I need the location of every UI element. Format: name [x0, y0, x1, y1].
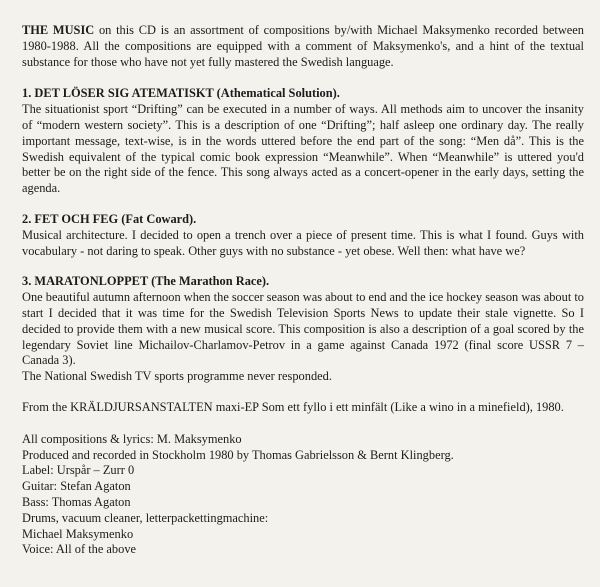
track-1 [22, 86, 584, 197]
track-2 [22, 212, 584, 259]
credit-line: Guitar: Stefan Agaton [22, 479, 131, 494]
credit-line: All compositions & lyrics: M. Maksymenko [22, 431, 242, 446]
credit-line: Voice: All of the above [22, 542, 137, 557]
credits-list [22, 432, 584, 558]
track-2-description: Musical architecture. I decided to open a trench over a piece of present time. This is what I found. Guys with vocabulary - not daring to speak. Other guys with no substance - yet obese. Well then: what have we? [22, 227, 584, 258]
source-note: From the KRÄLDJURSANSTALTEN maxi-EP Som ett fyllo i ett minfält (Like a wino in a minefield), 1980. [22, 399, 564, 414]
credit-line: Drums, vacuum cleaner, letterpackettingmachine: [22, 510, 269, 525]
intro-paragraph [22, 23, 584, 70]
track-1-title: 1. DET LÖSER SIG ATEMATISKT (Athematical Solution). [22, 86, 340, 101]
credit-line: Label: Urspår – Zurr 0 [22, 463, 135, 478]
liner-notes-page [22, 23, 584, 558]
track-3-title: 3. MARATONLOPPET (The Marathon Race). [22, 274, 270, 289]
track-3-note: The National Swedish TV sports programme never responded. [22, 369, 332, 384]
track-3-description: One beautiful autumn afternoon when the soccer season was about to end and the ice hockey season was about to start I decided that it was time for the Swedish Television Sports News to update their stale vignette. So I decided to provide them with a new musical score. This composition is also a description of a goal scored by the legendary Soviet line Michailov-Charlamov-Petrov in a game against Canada 1972 (final score USSR 7 – Canada 3). [22, 290, 584, 368]
credit-line: Michael Maksymenko [22, 526, 134, 541]
intro-text: on this CD is an assortment of compositions by/with Michael Maksymenko recorded between 1980-1988. All the compositions are equipped with a comment of Maksymenko's, and a hint of the textual substance for those who have not yet fully mastered the Swedish language. [22, 23, 584, 69]
track-3 [22, 274, 584, 385]
intro-lead: THE MUSIC [22, 23, 95, 37]
track-2-title: 2. FET OCH FEG (Fat Coward). [22, 211, 197, 226]
credit-line: Bass: Thomas Agaton [22, 494, 131, 509]
track-1-description: The situationist sport “Drifting” can be executed in a number of ways. All methods aim to uncover the insanity of “modern western society”. This is a description of one “Drifting”; half asleep one ordinary day. The really important message, text-wise, is in the words uttered before the end part of the song: “Men då”. This is the Swedish equivalent of the typical comic book expression “Meanwhile”. When “Meanwhile” is uttered you'd better be on the right side of the fence. This song always acted as a concert-opener in the early days, setting the agenda. [22, 102, 584, 196]
credit-line: Produced and recorded in Stockholm 1980 by Thomas Gabrielsson & Bernt Klingberg. [22, 447, 454, 462]
